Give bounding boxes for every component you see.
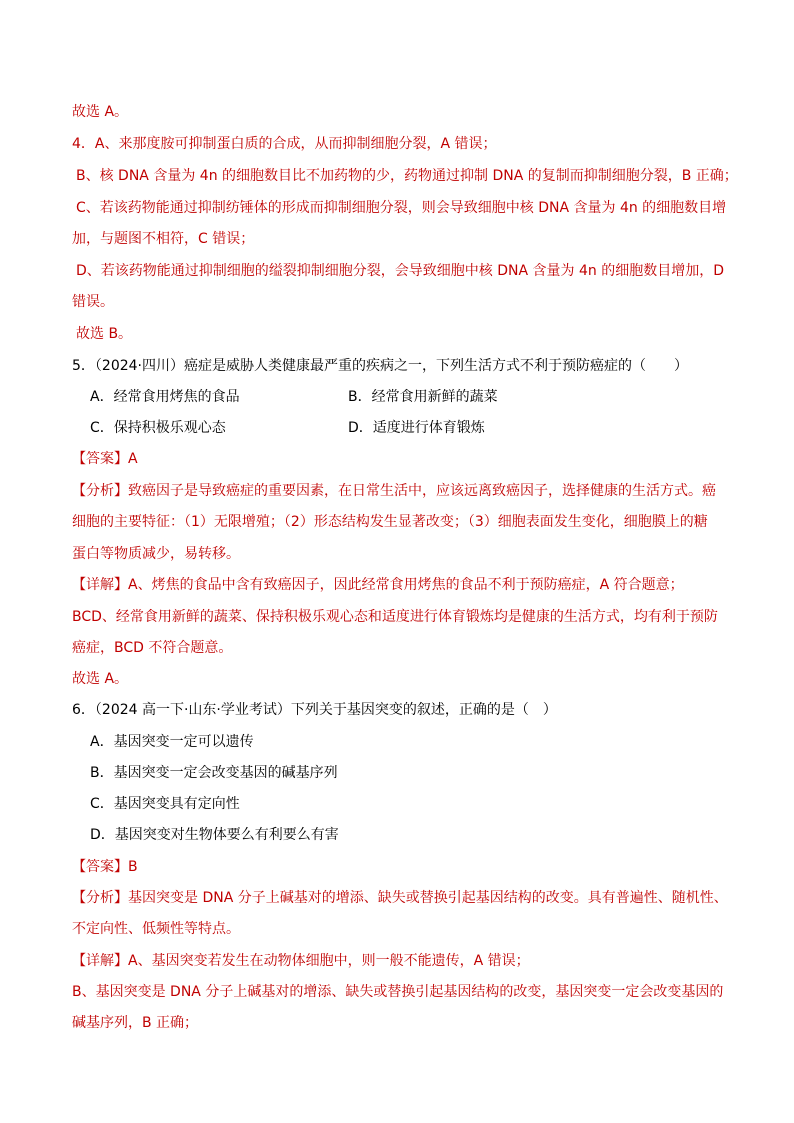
q6-answer: 【答案】B <box>72 859 138 875</box>
q6-detail-2: B、基因突变是 DNA 分子上碱基对的增添、缺失或替换引起基因结构的改变，基因突变一定会改变基因的 <box>72 984 724 1000</box>
q5-analysis-3: 蛋白等物质减少，易转移。 <box>72 546 240 562</box>
q5-option-d: D．适度进行体育锻炼 <box>348 420 485 436</box>
q5-detail-3: 癌症，BCD 不符合题意。 <box>72 640 233 656</box>
q4-line-c1: C、若该药物能通过抑制纺锤体的形成而抑制细胞分裂，则会导致细胞中核 DNA 含量为 4n 的细胞数目增 <box>76 200 727 216</box>
q5-detail-2: BCD、经常食用新鲜的蔬菜、保持积极乐观心态和适度进行体育锻炼均是健康的生活方式，均有利于预防 <box>72 609 718 625</box>
q4-line-a: 4．A、来那度胺可抑制蛋白质的合成，从而抑制细胞分裂，A 错误； <box>72 136 497 152</box>
q6-analysis-1: 【分析】基因突变是 DNA 分子上碱基对的增添、缺失或替换引起基因结构的改变。具有普遍性、随机性、 <box>72 890 728 906</box>
q4-line-d1: D、若该药物能通过抑制细胞的缢裂抑制细胞分裂，会导致细胞中核 DNA 含量为 4n 的细胞数目增加，D <box>76 263 724 279</box>
q4-line-c2: 加，与题图不相符，C 错误； <box>72 231 255 247</box>
q5-conclusion: 故选 A。 <box>72 671 129 687</box>
q5-option-a: A．经常食用烤焦的食品 <box>90 389 240 405</box>
q6-option-d: D．基因突变对生物体要么有利要么有害 <box>90 827 339 843</box>
q3-conclusion: 故选 A。 <box>72 104 129 120</box>
q5-answer: 【答案】A <box>72 451 138 467</box>
q6-detail-3: 碱基序列，B 正确； <box>72 1015 199 1031</box>
q5-detail-1: 【详解】A、烤焦的食品中含有致癌因子，因此经常食用烤焦的食品不利于预防癌症，A 符合题意； <box>72 577 684 593</box>
q5-analysis-1: 【分析】致癌因子是导致癌症的重要因素，在日常生活中，应该远离致癌因子，选择健康的生活方式。癌 <box>72 483 716 499</box>
q5-option-c: C．保持积极乐观心态 <box>90 420 226 436</box>
q6-detail-1: 【详解】A、基因突变若发生在动物体细胞中，则一般不能遗传，A 错误； <box>72 953 530 969</box>
q5-option-b: B．经常食用新鲜的蔬菜 <box>348 389 498 405</box>
q4-line-d2: 错误。 <box>72 294 114 310</box>
q4-conclusion: 故选 B。 <box>76 326 133 342</box>
q6-stem: 6．（2024 高一下·山东·学业考试）下列关于基因突变的叙述，正确的是（ ） <box>72 702 557 718</box>
q6-analysis-2: 不定向性、低频性等特点。 <box>72 921 240 937</box>
q5-stem: 5．（2024·四川）癌症是威胁人类健康最严重的疾病之一，下列生活方式不利于预防癌症的（ ） <box>72 358 688 374</box>
q6-option-a: A．基因突变一定可以遗传 <box>90 734 254 750</box>
q6-option-b: B．基因突变一定会改变基因的碱基序列 <box>90 765 338 781</box>
q4-line-b: B、核 DNA 含量为 4n 的细胞数目比不加药物的少，药物通过抑制 DNA 的复制而抑制细胞分裂，B 正确； <box>76 168 738 184</box>
q6-option-c: C．基因突变具有定向性 <box>90 796 240 812</box>
q5-analysis-2: 细胞的主要特征：（1）无限增殖；（2）形态结构发生显著改变；（3）细胞表面发生变化，细胞膜上的糖 <box>72 514 708 530</box>
